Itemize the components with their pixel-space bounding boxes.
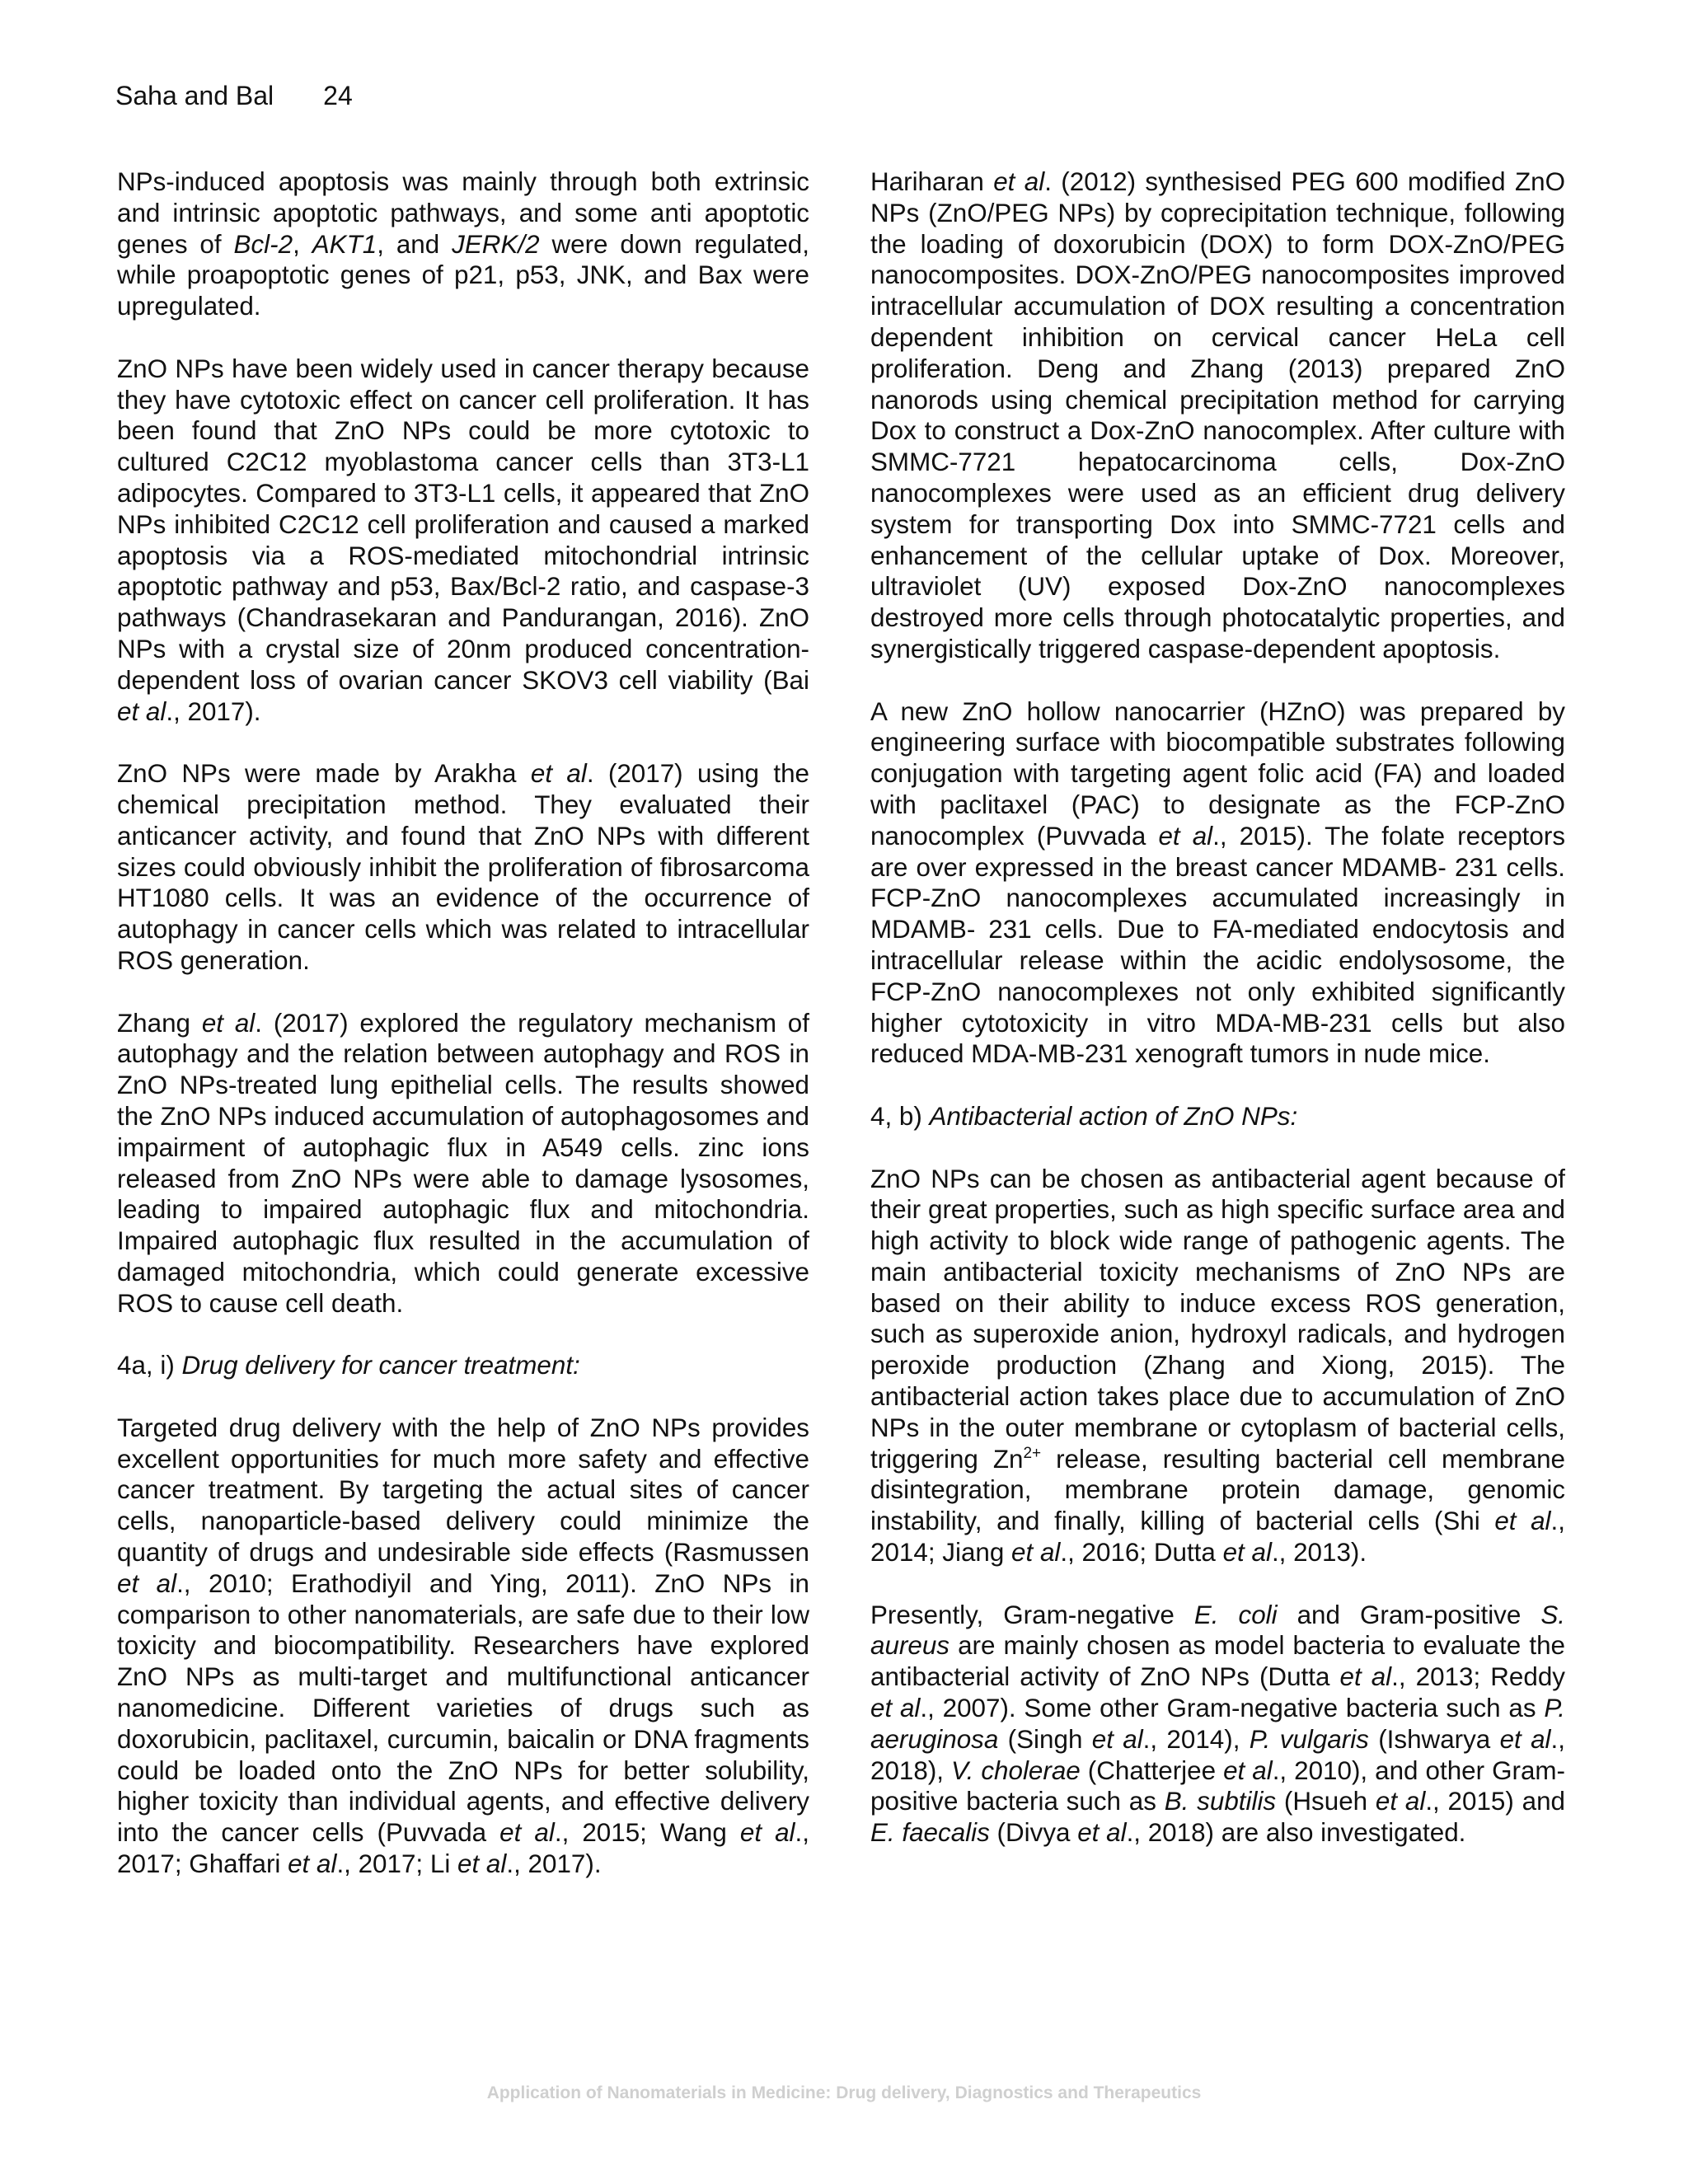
- section-heading: [117, 1350, 809, 1381]
- text-run: ., 2017; Li: [336, 1849, 458, 1879]
- text-run: ., 2017).: [506, 1849, 602, 1879]
- text-run: 4a, i): [117, 1351, 182, 1380]
- italic-text: Bcl-2: [233, 229, 293, 259]
- italic-text: et al: [1339, 1662, 1392, 1692]
- paragraph: [117, 354, 809, 728]
- text-run: A new ZnO hollow nanocarrier (HZnO) was prepared by engineering surface with biocompatible substrates following conjugation with targeting agent folic acid (FA) and loaded with paclitaxel (PAC) to designate as the FCP-ZnO nanocomplex (Puvvada: [870, 696, 1565, 851]
- text-run: were down regulated, while proapoptotic genes of p21, p53, JNK, and Bax were upregulated.: [117, 229, 809, 321]
- text-run: (Ishwarya: [1368, 1724, 1500, 1754]
- paragraph: [870, 696, 1565, 1071]
- italic-text: et al: [1091, 1724, 1143, 1754]
- text-run: NPs-induced apoptosis was mainly through both extrinsic and intrinsic apoptotic pathways, and some anti apoptotic genes of: [117, 167, 809, 259]
- paragraph: [117, 758, 809, 977]
- text-run: and Gram-positive: [1277, 1600, 1541, 1629]
- italic-text: et al: [1077, 1818, 1127, 1848]
- text-run: ., 2015; Wang: [554, 1818, 740, 1848]
- section-heading: [870, 1101, 1565, 1132]
- text-run: are mainly chosen as model bacteria to evaluate the antibacterial activity of ZnO NPs (Dutta: [870, 1631, 1565, 1692]
- text-run: . (2012) synthesised PEG 600 modified ZnO NPs (ZnO/PEG NPs) by coprecipitation technique, following the loading of doxorubicin (DOX) to form DOX-ZnO/PEG nanocomposites. DOX-ZnO/PEG nanocomposites improved intracellular accumulation of DOX resulting a concentration dependent inhibition on cervical cancer HeLa cell proliferation. Deng and Zhang (2013) prepared ZnO nanorods using chemical precipitation method for carrying Dox to construct a Dox-ZnO nanocomplex. After culture with SMMC-7721 hepatocarcinoma cells, Dox-ZnO nanocomplexes were used as an efficient drug delivery system for transporting Dox into SMMC-7721 cells and enhancement of the cellular uptake of Dox. Moreover, ultraviolet (UV) exposed Dox-ZnO nanocomplexes destroyed more cells through photocatalytic properties, and synergistically triggered caspase-dependent apoptosis.: [870, 167, 1566, 663]
- italic-text: et al: [870, 1694, 921, 1723]
- italic-text: et al: [499, 1818, 555, 1848]
- text-run: release, resulting bacterial cell membrane disintegration, membrane protein damage, genomic instability, and finally, killing of bacterial cells (Shi: [870, 1444, 1565, 1536]
- superscript-text: 2+: [1023, 1444, 1042, 1462]
- text-run: ., 2014; Jiang: [870, 1507, 1565, 1568]
- text-run: ., 2014),: [1142, 1724, 1250, 1754]
- text-run: Hariharan: [870, 167, 994, 196]
- text-run: ., 2015) and: [1425, 1787, 1565, 1816]
- text-run: ., 2013; Reddy: [1391, 1662, 1565, 1692]
- text-run: ., 2007). Some other Gram-negative bacteria such as: [920, 1694, 1545, 1723]
- italic-text: Antibacterial action of ZnO NPs:: [929, 1101, 1298, 1131]
- paragraph: [870, 1600, 1565, 1849]
- text-run: ., 2013).: [1271, 1538, 1367, 1568]
- text-run: 4, b): [870, 1101, 930, 1131]
- text-run: ., 2018) are also investigated.: [1126, 1818, 1466, 1848]
- paragraph: [117, 166, 809, 322]
- italic-text: E. faecalis: [870, 1818, 990, 1848]
- text-run: ., 2017; Ghaffari: [117, 1818, 809, 1879]
- left-column: [117, 166, 809, 1880]
- paragraph: [870, 1164, 1565, 1568]
- italic-text: V. cholerae: [951, 1755, 1081, 1785]
- paragraph: [870, 166, 1565, 665]
- italic-text: P. vulgaris: [1249, 1724, 1369, 1754]
- text-run: ZnO NPs can be chosen as antibacterial agent because of their great properties, such as high specific surface area and high activity to block wide range of pathogenic agents. The main antibacterial toxicity mechanisms of ZnO NPs are based on their ability to induce excess ROS generation, such as superoxide anion, hydroxyl radicals, and hydrogen peroxide production (Zhang and Xiong, 2015). The antibacterial action takes place due to accumulation of ZnO NPs in the outer membrane or cytoplasm of bacterial cells, triggering Zn: [870, 1164, 1565, 1474]
- text-run: Targeted drug delivery with the help of ZnO NPs provides excellent opportunities for much more safety and effective cancer treatment. By targeting the actual sites of cancer cells, nanoparticle-based delivery could minimize the quantity of drugs and undesirable side effects (Rasmussen: [117, 1413, 809, 1568]
- italic-text: et al: [117, 696, 166, 726]
- italic-text: et al: [457, 1849, 507, 1879]
- text-run: , and: [377, 229, 452, 259]
- page-footer: Application of Nanomaterials in Medicine: Drug delivery, Diagnostics and Therapeutics: [486, 2083, 1202, 2102]
- italic-text: S. aureus: [870, 1600, 1566, 1661]
- italic-text: AKT1: [312, 229, 377, 259]
- text-run: (Singh: [998, 1724, 1092, 1754]
- text-run: ., 2010; Erathodiyil and Ying, 2011). ZnO NPs in comparison to other nanomaterials, are safe due to their low toxicity and biocompatibility. Researchers have explored ZnO NPs as multi-target and multifunctional anticancer nanomedicine. Different varieties of drugs such as doxorubicin, paclitaxel, curcumin, baicalin or DNA fragments could be loaded onto the ZnO NPs for better solubility, higher toxicity than individual agents, and effective delivery into the cancer cells (Puvvada: [117, 1568, 809, 1848]
- text-run: (Divya: [989, 1818, 1078, 1848]
- italic-text: et al: [739, 1818, 795, 1848]
- text-run: ., 2010), and other Gram-positive bacteria such as: [870, 1755, 1565, 1816]
- italic-text: E. coli: [1193, 1600, 1278, 1629]
- italic-text: et al: [1158, 821, 1213, 851]
- text-run: (Chatterjee: [1080, 1755, 1224, 1785]
- italic-text: et al: [1223, 1755, 1273, 1785]
- italic-text: JERK/2: [452, 229, 540, 259]
- italic-text: B. subtilis: [1164, 1787, 1277, 1816]
- text-run: (Hsueh: [1276, 1787, 1376, 1816]
- text-run: ZnO NPs were made by Arakha: [117, 759, 531, 789]
- italic-text: et al: [993, 167, 1045, 196]
- italic-text: et al: [117, 1568, 177, 1598]
- italic-text: et al: [201, 1008, 256, 1038]
- text-run: Presently, Gram-negative: [870, 1600, 1194, 1629]
- italic-text: et al: [1375, 1787, 1426, 1816]
- text-run: ZnO NPs have been widely used in cancer therapy because they have cytotoxic effect on cancer cell proliferation. It has been found that ZnO NPs could be more cytotoxic to cultured C2C12 myoblastoma cancer cells than 3T3-L1 adipocytes. Compared to 3T3-L1 cells, it appeared that ZnO NPs inhibited C2C12 cell proliferation and caused a marked apoptosis via a ROS-mediated mitochondrial intrinsic apoptotic pathway and p53, Bax/Bcl-2 ratio, and caspase-3 pathways (Chandrasekaran and Pandurangan, 2016). ZnO NPs with a crystal size of 20nm produced concentration-dependent loss of ovarian cancer SKOV3 cell viability (Bai: [117, 354, 809, 695]
- italic-text: P. aeruginosa: [870, 1694, 1565, 1754]
- text-run: . (2017) explored the regulatory mechanism of autophagy and the relation between autophagy and ROS in ZnO NPs-treated lung epithelial cells. The results showed the ZnO NPs induced accumulation of autophagosomes and impairment of autophagic flux in A549 cells. zinc ions released from ZnO NPs were able to damage lysosomes, leading to impaired autophagic flux and mitochondria. Impaired autophagic flux resulted in the accumulation of damaged mitochondria, which could generate excessive ROS to cause cell death.: [117, 1008, 809, 1318]
- italic-text: et al: [1494, 1507, 1551, 1536]
- italic-text: et al: [288, 1849, 337, 1879]
- text-run: ,: [293, 229, 312, 259]
- page-number: 24: [323, 81, 353, 110]
- text-run: Zhang: [117, 1008, 202, 1038]
- text-run: . (2017) using the chemical precipitation method. They evaluated their anticancer activity, and found that ZnO NPs with different sizes could obviously inhibit the proliferation of fibrosarcoma HT1080 cells. It was an evidence of the occurrence of autophagy in cancer cells which was related to intracellular ROS generation.: [117, 759, 809, 975]
- text-run: ., 2018),: [870, 1724, 1565, 1785]
- italic-text: et al: [1011, 1538, 1061, 1568]
- header-authors: Saha and Bal: [115, 81, 274, 110]
- text-run: ., 2015). The folate receptors are over expressed in the breast cancer MDAMB- 231 cells. FCP-ZnO nanocomplexes accumulated increasingly in MDAMB- 231 cells. Due to FA-mediated endocytosis and intracellular release within the acidic endolysosome, the FCP-ZnO nanocomplexes not only exhibited significantly higher cytotoxicity in vitro MDA-MB-231 cells but also reduced MDA-MB-231 xenograft tumors in nude mice.: [870, 821, 1566, 1069]
- paragraph: [117, 1008, 809, 1319]
- running-header: [115, 79, 353, 112]
- italic-text: et al: [530, 759, 587, 789]
- italic-text: et al: [1499, 1724, 1551, 1754]
- italic-text: Drug delivery for cancer treatment:: [181, 1351, 580, 1380]
- text-run: ., 2017).: [166, 696, 261, 726]
- italic-text: et al: [1222, 1538, 1272, 1568]
- paragraph: [117, 1413, 809, 1880]
- text-run: ., 2016; Dutta: [1060, 1538, 1223, 1568]
- right-column: [870, 166, 1565, 1849]
